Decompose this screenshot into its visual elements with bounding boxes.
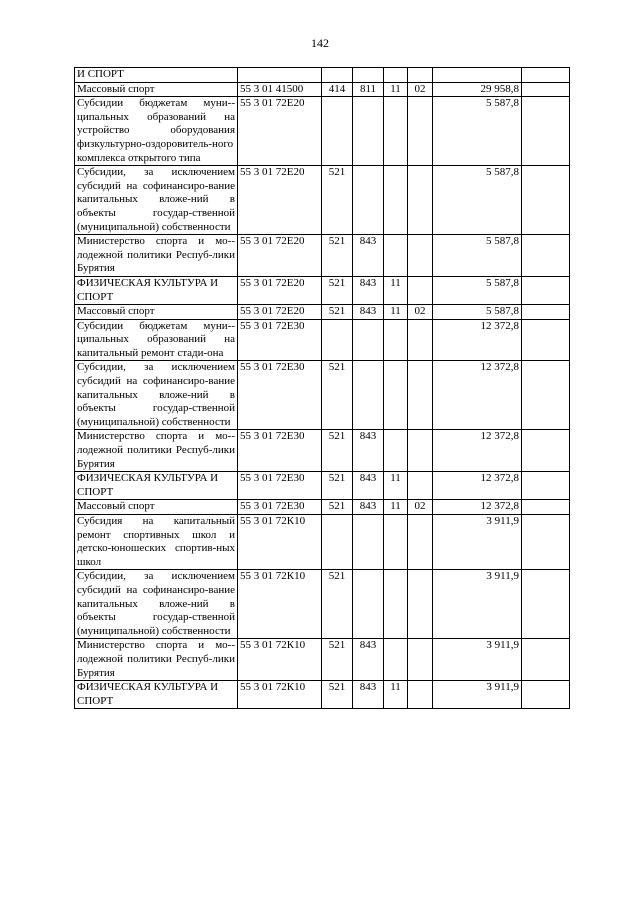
- amount-cell: 12 372,8: [433, 430, 522, 472]
- empty-cell: [522, 68, 570, 83]
- expense-type-cell: [322, 97, 353, 166]
- table-row: [75, 305, 570, 320]
- expense-type-cell: 521: [322, 361, 353, 430]
- item-name-cell: Субсидии, за исключением субсидий на софинансиро-вание капитальных вложе-ний в объекты государ-ственной (муниципальной) собственности: [75, 166, 238, 235]
- subsection-cell: [408, 97, 433, 166]
- expense-type-cell: [322, 319, 353, 361]
- item-name-cell: Массовый спорт: [75, 305, 238, 320]
- administrator-code-cell: 843: [353, 681, 384, 709]
- target-code-cell: 55 3 01 72Е30: [238, 500, 322, 515]
- target-code-cell: [238, 68, 322, 83]
- target-code-cell: 55 3 01 72К10: [238, 681, 322, 709]
- empty-cell: [522, 166, 570, 235]
- administrator-code-cell: [353, 97, 384, 166]
- empty-cell: [522, 430, 570, 472]
- section-cell: 11: [384, 500, 408, 515]
- amount-cell: 12 372,8: [433, 472, 522, 500]
- section-cell: 11: [384, 472, 408, 500]
- section-cell: 11: [384, 681, 408, 709]
- item-name-cell: Субсидии, за исключением субсидий на софинансиро-вание капитальных вложе-ний в объекты государ-ственной (муниципальной) собственности: [75, 570, 238, 639]
- amount-cell: 3 911,9: [433, 639, 522, 681]
- administrator-code-cell: [353, 68, 384, 83]
- section-cell: [384, 68, 408, 83]
- empty-cell: [522, 570, 570, 639]
- administrator-code-cell: 843: [353, 235, 384, 277]
- item-name-cell: Субсидии бюджетам муни-ципальных образований на устройство оборудования физкультурно-оздоровитель-ного комплекса открытого типа: [75, 97, 238, 166]
- amount-cell: 3 911,9: [433, 681, 522, 709]
- empty-cell: [522, 276, 570, 304]
- amount-cell: 12 372,8: [433, 361, 522, 430]
- expense-type-cell: 521: [322, 235, 353, 277]
- expense-type-cell: 521: [322, 472, 353, 500]
- table-row: [75, 515, 570, 570]
- empty-cell: [522, 361, 570, 430]
- subsection-cell: [408, 361, 433, 430]
- amount-cell: 3 911,9: [433, 570, 522, 639]
- item-name-cell: ФИЗИЧЕСКАЯ КУЛЬТУРА И СПОРТ: [75, 472, 238, 500]
- administrator-code-cell: 843: [353, 276, 384, 304]
- subsection-cell: 02: [408, 305, 433, 320]
- administrator-code-cell: 843: [353, 305, 384, 320]
- table-row: [75, 570, 570, 639]
- expense-type-cell: [322, 515, 353, 570]
- item-name-cell: Субсидии бюджетам муни-ципальных образований на капитальный ремонт стади-она: [75, 319, 238, 361]
- table-row: [75, 681, 570, 709]
- section-cell: [384, 515, 408, 570]
- page-number: 142: [311, 36, 329, 50]
- target-code-cell: 55 3 01 72Е30: [238, 319, 322, 361]
- administrator-code-cell: [353, 361, 384, 430]
- item-name-cell: Министерство спорта и мо-лодежной политики Респуб-лики Бурятия: [75, 235, 238, 277]
- expense-type-cell: 414: [322, 82, 353, 97]
- subsection-cell: [408, 166, 433, 235]
- subsection-cell: 02: [408, 500, 433, 515]
- target-code-cell: 55 3 01 72Е30: [238, 472, 322, 500]
- empty-cell: [522, 305, 570, 320]
- budget-table: [74, 67, 570, 709]
- subsection-cell: [408, 276, 433, 304]
- subsection-cell: [408, 235, 433, 277]
- administrator-code-cell: 843: [353, 430, 384, 472]
- expense-type-cell: 521: [322, 305, 353, 320]
- empty-cell: [522, 82, 570, 97]
- section-cell: 11: [384, 82, 408, 97]
- empty-cell: [522, 681, 570, 709]
- table-row: [75, 235, 570, 277]
- empty-cell: [522, 500, 570, 515]
- empty-cell: [522, 319, 570, 361]
- table-row: [75, 430, 570, 472]
- item-name-cell: ФИЗИЧЕСКАЯ КУЛЬТУРА И СПОРТ: [75, 276, 238, 304]
- target-code-cell: 55 3 01 72Е20: [238, 276, 322, 304]
- item-name-cell: И СПОРТ: [75, 68, 238, 83]
- administrator-code-cell: [353, 319, 384, 361]
- table-row: [75, 97, 570, 166]
- administrator-code-cell: [353, 515, 384, 570]
- section-cell: [384, 235, 408, 277]
- section-cell: [384, 430, 408, 472]
- subsection-cell: [408, 681, 433, 709]
- item-name-cell: Министерство спорта и мо-лодежной политики Респуб-лики Бурятия: [75, 639, 238, 681]
- amount-cell: 5 587,8: [433, 276, 522, 304]
- expense-type-cell: 521: [322, 500, 353, 515]
- amount-cell: 5 587,8: [433, 97, 522, 166]
- section-cell: 11: [384, 276, 408, 304]
- expense-type-cell: 521: [322, 570, 353, 639]
- target-code-cell: 55 3 01 72Е20: [238, 235, 322, 277]
- subsection-cell: [408, 639, 433, 681]
- section-cell: [384, 639, 408, 681]
- administrator-code-cell: 843: [353, 500, 384, 515]
- section-cell: [384, 319, 408, 361]
- section-cell: [384, 166, 408, 235]
- subsection-cell: [408, 68, 433, 83]
- target-code-cell: 55 3 01 72К10: [238, 639, 322, 681]
- target-code-cell: 55 3 01 72Е30: [238, 430, 322, 472]
- item-name-cell: Субсидии, за исключением субсидий на софинансиро-вание капитальных вложе-ний в объекты государ-ственной (муниципальной) собственности: [75, 361, 238, 430]
- subsection-cell: [408, 472, 433, 500]
- expense-type-cell: 521: [322, 681, 353, 709]
- table-row: [75, 361, 570, 430]
- target-code-cell: 55 3 01 72К10: [238, 515, 322, 570]
- amount-cell: 29 958,8: [433, 82, 522, 97]
- table-row: [75, 500, 570, 515]
- item-name-cell: ФИЗИЧЕСКАЯ КУЛЬТУРА И СПОРТ: [75, 681, 238, 709]
- target-code-cell: 55 3 01 72Е20: [238, 97, 322, 166]
- item-name-cell: Массовый спорт: [75, 82, 238, 97]
- amount-cell: 3 911,9: [433, 515, 522, 570]
- amount-cell: [433, 68, 522, 83]
- expense-type-cell: 521: [322, 639, 353, 681]
- budget-table-body: [75, 68, 570, 709]
- empty-cell: [522, 97, 570, 166]
- item-name-cell: Субсидия на капитальный ремонт спортивных школ и детско-юношеских спортив-ных школ: [75, 515, 238, 570]
- table-row: [75, 472, 570, 500]
- administrator-code-cell: [353, 166, 384, 235]
- target-code-cell: 55 3 01 72Е30: [238, 361, 322, 430]
- subsection-cell: [408, 515, 433, 570]
- amount-cell: 5 587,8: [433, 305, 522, 320]
- expense-type-cell: [322, 68, 353, 83]
- target-code-cell: 55 3 01 72Е20: [238, 305, 322, 320]
- table-row: [75, 166, 570, 235]
- target-code-cell: 55 3 01 41500: [238, 82, 322, 97]
- administrator-code-cell: 811: [353, 82, 384, 97]
- administrator-code-cell: [353, 570, 384, 639]
- section-cell: 11: [384, 305, 408, 320]
- table-row: [75, 639, 570, 681]
- table-row: [75, 319, 570, 361]
- item-name-cell: Министерство спорта и мо-лодежной политики Респуб-лики Бурятия: [75, 430, 238, 472]
- empty-cell: [522, 639, 570, 681]
- section-cell: [384, 570, 408, 639]
- expense-type-cell: 521: [322, 430, 353, 472]
- amount-cell: 12 372,8: [433, 319, 522, 361]
- amount-cell: 5 587,8: [433, 235, 522, 277]
- subsection-cell: [408, 570, 433, 639]
- table-row: [75, 82, 570, 97]
- empty-cell: [522, 235, 570, 277]
- table-row: [75, 276, 570, 304]
- target-code-cell: 55 3 01 72К10: [238, 570, 322, 639]
- subsection-cell: 02: [408, 82, 433, 97]
- amount-cell: 5 587,8: [433, 166, 522, 235]
- empty-cell: [522, 515, 570, 570]
- administrator-code-cell: 843: [353, 472, 384, 500]
- subsection-cell: [408, 430, 433, 472]
- section-cell: [384, 361, 408, 430]
- expense-type-cell: 521: [322, 166, 353, 235]
- subsection-cell: [408, 319, 433, 361]
- target-code-cell: 55 3 01 72Е20: [238, 166, 322, 235]
- section-cell: [384, 97, 408, 166]
- administrator-code-cell: 843: [353, 639, 384, 681]
- empty-cell: [522, 472, 570, 500]
- item-name-cell: Массовый спорт: [75, 500, 238, 515]
- expense-type-cell: 521: [322, 276, 353, 304]
- table-row: [75, 68, 570, 83]
- amount-cell: 12 372,8: [433, 500, 522, 515]
